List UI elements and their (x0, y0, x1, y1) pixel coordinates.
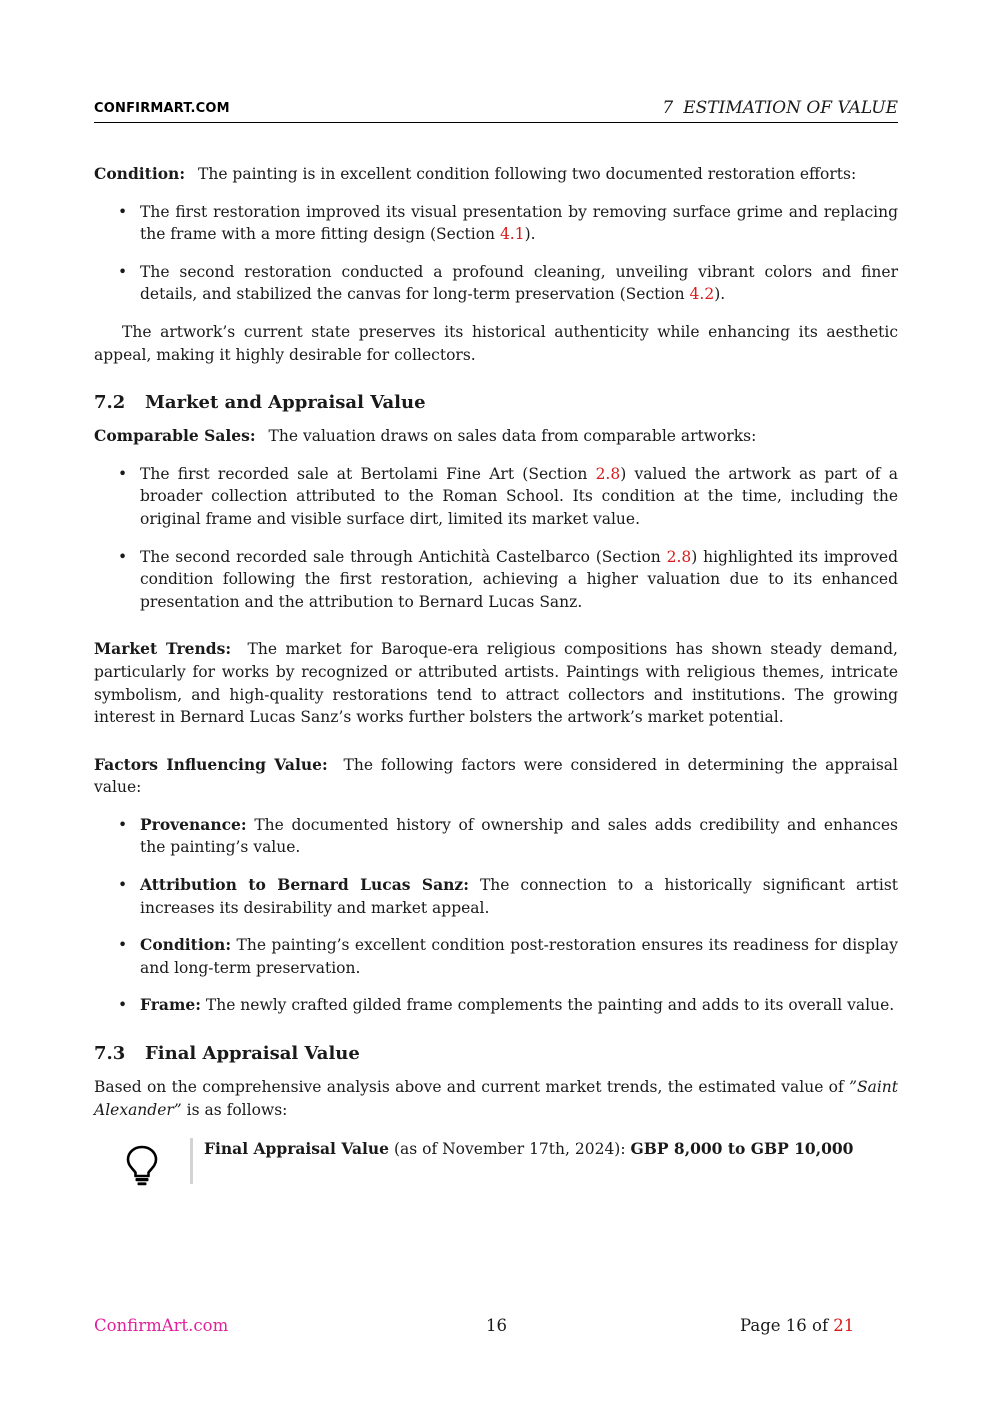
factors-paragraph: Factors Influencing Value: The following factors were considered in determining the appraisal value: (94, 754, 898, 797)
chapter-title: ESTIMATION OF VALUE (683, 98, 898, 118)
running-chapter-title (662, 98, 898, 118)
list-item: • The first recorded sale at Bertolami Fine Art (Section 2.8) valued the artwork as part of a broader collection attributed to the Roman School. Its condition at the time, including the original frame and visible surface dirt, limited its market value. (94, 463, 898, 531)
factors-list (94, 814, 898, 1017)
page-header (94, 98, 898, 123)
comparable-sales-list (94, 463, 898, 614)
footer-site-link[interactable]: ConfirmArt.com (94, 1316, 229, 1335)
list-item: • Condition: The painting’s excellent condition post-restoration ensures its readiness for display and long-term preservation. (94, 934, 898, 979)
artwork-title: ”Saint Alexander” (94, 1078, 898, 1119)
footer-page-number: 16 (486, 1316, 507, 1335)
section-heading-7-2: 7.2 Market and Appraisal Value (94, 392, 426, 414)
callout-bar (190, 1138, 193, 1184)
list-item: • Attribution to Bernard Lucas Sanz: The connection to a historically significant artist increases its desirability and market appeal. (94, 874, 898, 919)
list-item: • The second restoration conducted a profound cleaning, unveiling vibrant colors and finer details, and stabilized the canvas for long-term preservation (Section 4.2). (94, 261, 898, 306)
section-ref-link[interactable]: 4.1 (499, 225, 525, 244)
chapter-number: 7 (662, 98, 674, 118)
total-pages-link[interactable]: 21 (833, 1316, 855, 1335)
comparable-sales-paragraph: Comparable Sales: The valuation draws on sales data from comparable artworks: (94, 426, 757, 446)
appraisal-date: (as of November 17th, 2024): (393, 1140, 626, 1159)
condition-paragraph (94, 163, 898, 186)
factors-label: Factors Influencing Value: (94, 754, 328, 774)
confirmart-logo: CONFIRMART.COM (94, 101, 230, 116)
condition-list (94, 201, 898, 306)
condition-summary: The artwork’s current state preserves its historical authenticity while enhancing its aesthetic appeal, making it highly desirable for collectors. (94, 322, 898, 364)
list-item: • Provenance: The documented history of ownership and sales adds credibility and enhances the painting’s value. (94, 814, 898, 859)
appraisal-value: GBP 8,000 to GBP 10,000 (630, 1139, 854, 1159)
list-item: • The first restoration improved its visual presentation by removing surface grime and replacing the frame with a more fitting design (Section 4.1). (94, 201, 898, 246)
footer-page-count: Page 16 of 21 (740, 1316, 855, 1335)
market-trends-paragraph: Market Trends: The market for Baroque-era religious compositions has shown steady demand, particularly for works by recognized or attributed artists. Paintings with religious themes, intricate symbolism, and high-quality restorations tend to attract collectors and institutions. The growing interest in Bernard Lucas Sanz’s works further bolsters the artwork’s market potential. (94, 639, 898, 727)
final-appraisal-text (204, 1138, 853, 1161)
lightbulb-icon (124, 1144, 160, 1186)
list-item: • Frame: The newly crafted gilded frame complements the painting and adds to its overall value. (94, 994, 898, 1017)
section-ref-link[interactable]: 2.8 (666, 547, 692, 566)
list-item: • The second recorded sale through Antichità Castelbarco (Section 2.8) highlighted its improved condition following the first restoration, achieving a higher valuation due to its enhanced presentation and the attribution to Bernard Lucas Sanz. (94, 546, 898, 614)
section-ref-link[interactable]: 4.2 (689, 285, 715, 304)
final-appraisal-intro: Based on the comprehensive analysis above and current market trends, the estimated value of ”Saint Alexander” is as follows: (94, 1078, 898, 1119)
section-ref-link[interactable]: 2.8 (595, 464, 621, 483)
comparable-sales-label: Comparable Sales: (94, 426, 256, 446)
condition-label: Condition: (94, 164, 186, 183)
final-appraisal-label: Final Appraisal Value (204, 1139, 390, 1159)
condition-intro: The painting is in excellent condition following two documented restoration efforts: (198, 165, 857, 183)
page-footer (0, 1316, 993, 1338)
page-content (94, 163, 898, 1186)
final-appraisal-callout (94, 1138, 898, 1186)
market-trends-label: Market Trends: (94, 639, 232, 659)
section-heading-7-3: 7.3 Final Appraisal Value (94, 1043, 360, 1065)
